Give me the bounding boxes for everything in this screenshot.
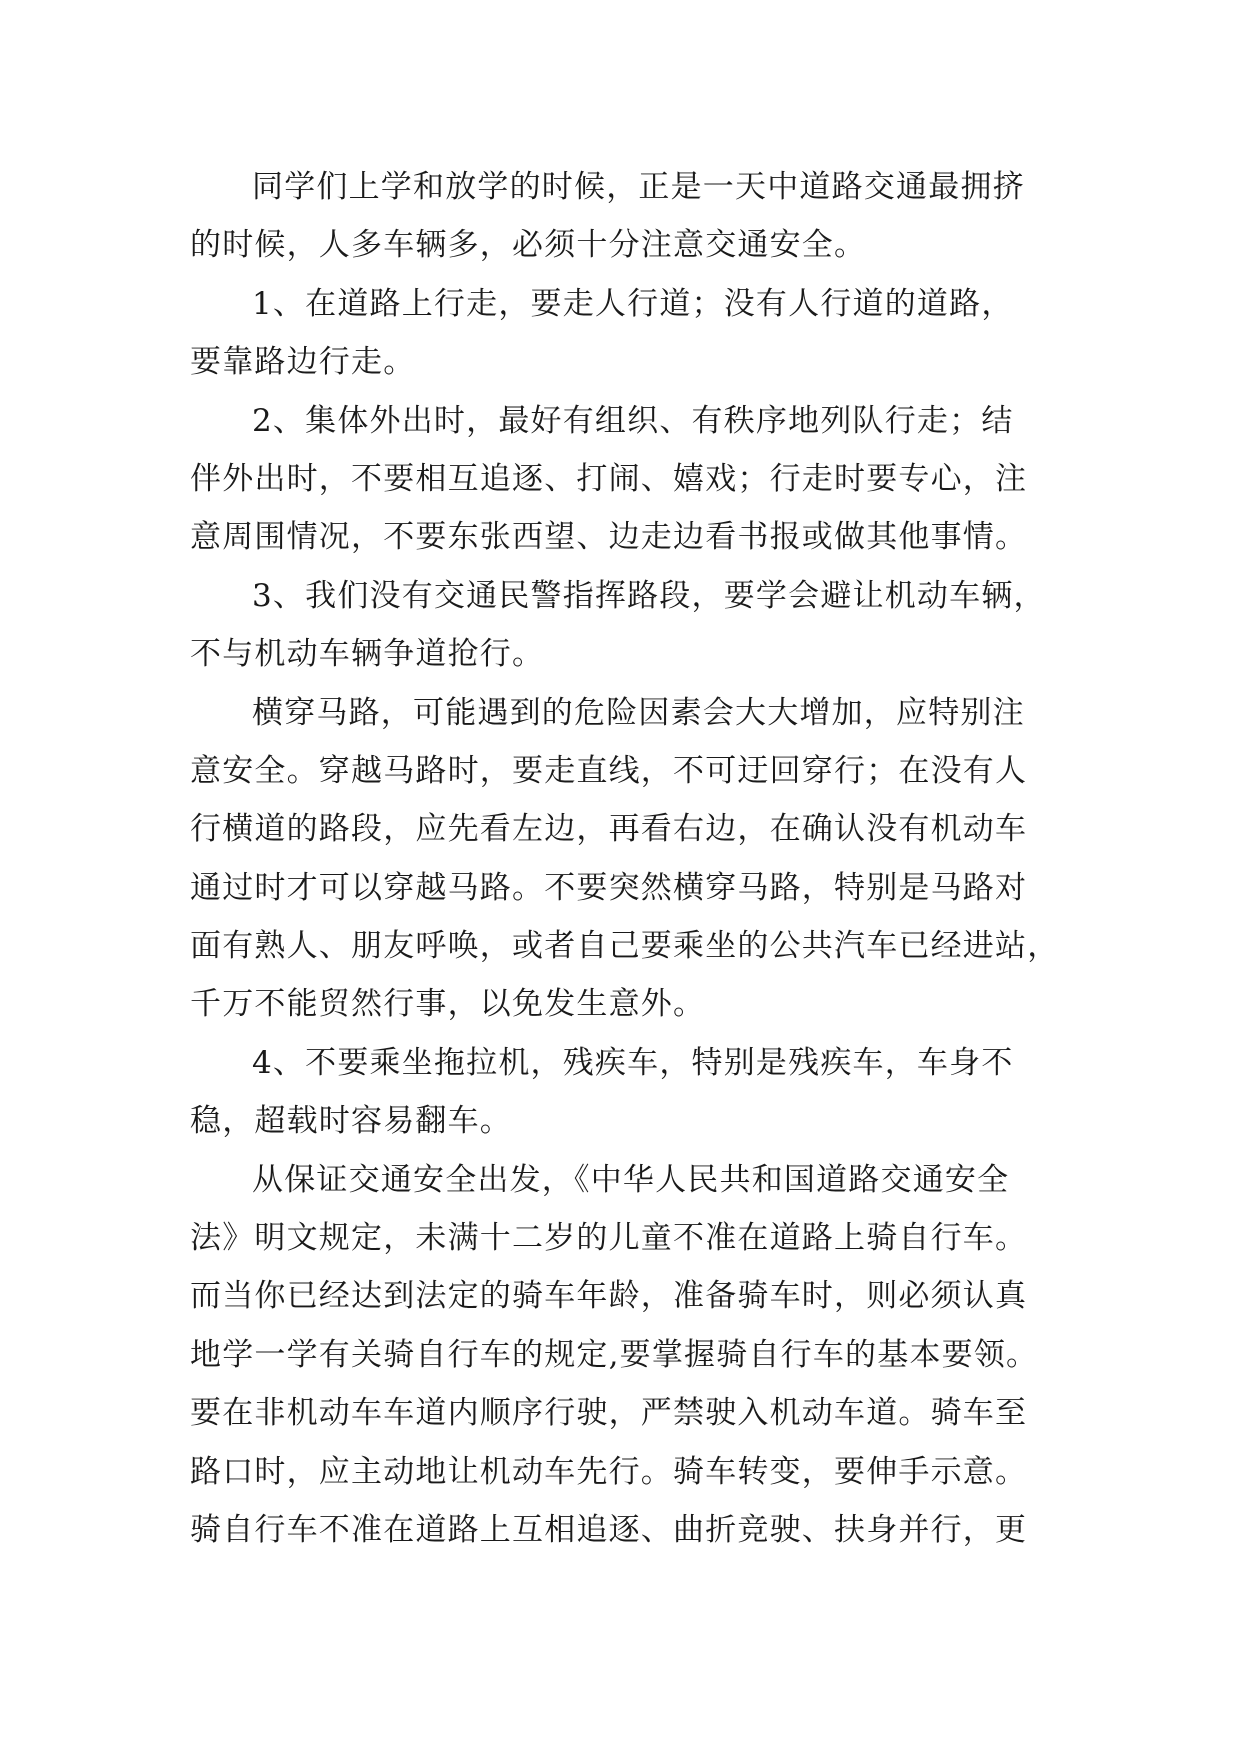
text-line: 法》明文规定，未满十二岁的儿童不准在道路上骑自行车。 (190, 1220, 1028, 1257)
text-line: 3、我们没有交通民警指挥路段，要学会避让机动车辆， (252, 577, 1046, 614)
text-line: 的时候，人多车辆多，必须十分注意交通安全。 (190, 227, 867, 264)
text-line: 行横道的路段，应先看左边，再看右边，在确认没有机动车 (190, 811, 1028, 848)
text-line: 要靠路边行走。 (190, 344, 416, 381)
text-line: 地学一学有关骑自行车的规定,要掌握骑自行车的基本要领。 (190, 1336, 1039, 1373)
text-line: 稳，超载时容易翻车。 (190, 1103, 512, 1140)
text-line: 不与机动车辆争道抢行。 (190, 636, 545, 673)
text-line: 横穿马路，可能遇到的危险因素会大大增加，应特别注 (252, 694, 1025, 731)
text-line: 从保证交通安全出发，《中华人民共和国道路交通安全 (252, 1161, 1010, 1198)
text-line: 意安全。穿越马路时，要走直线，不可迂回穿行；在没有人 (190, 752, 1028, 789)
text-line: 而当你已经达到法定的骑车年龄，准备骑车时，则必须认真 (190, 1278, 1028, 1315)
text-line: 2、集体外出时，最好有组织、有秩序地列队行走；结 (252, 402, 1014, 439)
document-body (190, 158, 1070, 1559)
text-line: 意周围情况，不要东张西望、边走边看书报或做其他事情。 (190, 519, 1028, 556)
text-line: 同学们上学和放学的时候，正是一天中道路交通最拥挤 (252, 169, 1025, 205)
text-line: 面有熟人、朋友呼唤，或者自己要乘坐的公共汽车已经进站， (190, 928, 1060, 965)
text-line: 千万不能贸然行事，以免发生意外。 (190, 986, 706, 1023)
text-line: 4、不要乘坐拖拉机，残疾车，特别是残疾车，车身不 (252, 1044, 1014, 1081)
text-line: 骑自行车不准在道路上互相追逐、曲折竞驶、扶身并行，更 (190, 1511, 1028, 1548)
text-line: 要在非机动车车道内顺序行驶，严禁驶入机动车道。骑车至 (190, 1395, 1028, 1432)
text-line: 1、在道路上行走，要走人行道；没有人行道的道路， (252, 285, 1014, 322)
text-line: 路口时，应主动地让机动车先行。骑车转变，要伸手示意。 (190, 1453, 1028, 1490)
text-line: 通过时才可以穿越马路。不要突然横穿马路，特别是马路对 (190, 869, 1028, 906)
text-line: 伴外出时，不要相互追逐、打闹、嬉戏；行走时要专心，注 (190, 460, 1028, 497)
